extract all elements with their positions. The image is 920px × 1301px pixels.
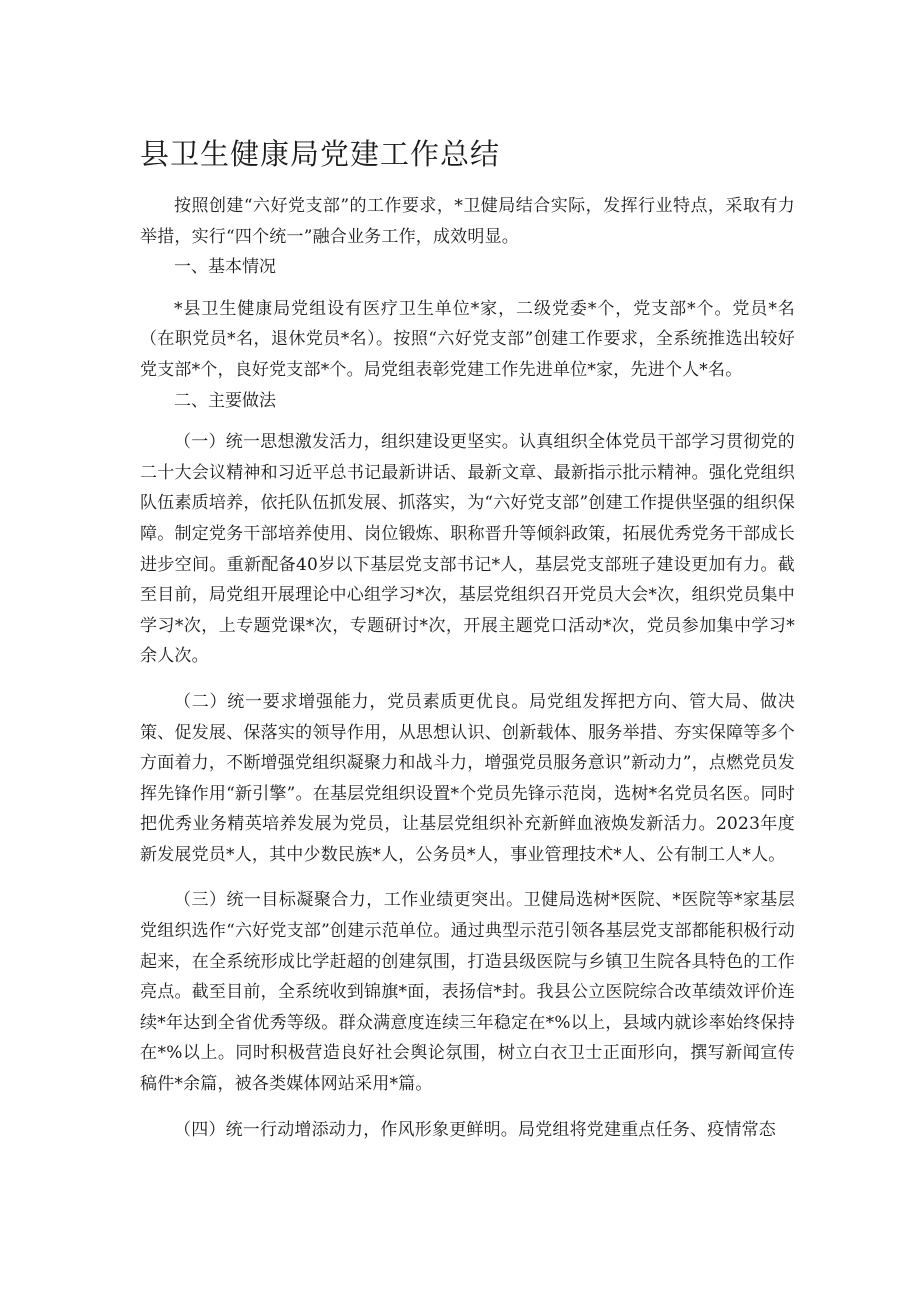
document-body [140,191,795,1145]
practice-item-1: （一）统一思想激发活力，组织建设更坚实。认真组织全体党员干部学习贯彻党的二十大会议精神和习近平总书记最新讲话、最新文章、最新指示批示精神。强化党组织队伍素质培养，依托队伍抓发展、抓落实，为“六好党支部”创建工作提供坚强的组织保障。制定党务干部培养使用、岗位锻炼、职称晋升等倾斜政策，拓展优秀党务干部成长进步空间。重新配备40岁以下基层党支部书记*人，基层党支部班子建设更加有力。截至目前，局党组开展理论中心组学习*次，基层党组织召开党员大会*次，组织党员集中学习*次，上专题党课*次，专题研讨*次，开展主题党口活动*次，党员参加集中学习*余人次。 [140,432,795,667]
section-heading-main-practices: 二、主要做法 [174,390,276,411]
practice-item-3: （三）统一目标凝聚合力，工作业绩更突出。卫健局选树*医院、*医院等*家基层党组织选作“六好党支部”创建示范单位。通过典型示范引领各基层党支部都能积极行动起来，在全系统形成比学赶超的创建氛围，打造县级医院与乡镇卫生院各具特色的工作亮点。截至目前，全系统收到锦旗*面，表扬信*封。我县公立医院综合改革绩效评价连续*年达到全省优秀等级。群众满意度连续三年稳定在*%以上，县域内就诊率始终保持在*%以上。同时积极营造良好社会舆论氛围，树立白衣卫士正面形向，撰写新闻宣传稿件*余篇，被各类媒体网站采用*篇。 [140,890,795,1095]
practice-item-4: （四）统一行动增添动力，作风形象更鲜明。局党组将党建重点任务、疫情常态 [174,1119,776,1140]
document-title: 县卫生健康局党建工作总结 [140,137,501,171]
practice-item-2: （二）统一要求增强能力，党员素质更优良。局党组发挥把方向、管大局、做决策、促发展、保落实的领导作用，从思想认识、创新载体、服务举措、夯实保障等多个方面着力，不断增强党组织凝聚力和战斗力，增强党员服务意识”新动力”，点燃党员发挥先锋作用“新引擎”。在基层党组织设置*个党员先锋示范岗，选树*名党员名医。同时把优秀业务精英培养发展为党员，让基层党组织补充新鲜血液焕发新活力。2023年度新发展党员*人，其中少数民族*人，公务员*人，事业管理技术*人、公有制工人*人。 [140,691,795,865]
intro-paragraph: 按照创建“六好党支部”的工作要求，*卫健局结合实际，发挥行业特点，采取有力举措，实行“四个统一”融合业务工作，成效明显。 [140,196,795,247]
basic-situation-paragraph: *县卫生健康局党组设有医疗卫生单位*家，二级党委*个，党支部*个。党员*名（在职党员*名，退休党员*名）。按照“六好党支部”创建工作要求，全系统推选出较好党支部*个，良好党支部*个。局党组表彰党建工作先进单位*家，先进个人*名。 [140,298,795,380]
section-heading-basic-situation: 一、基本情况 [174,257,276,278]
